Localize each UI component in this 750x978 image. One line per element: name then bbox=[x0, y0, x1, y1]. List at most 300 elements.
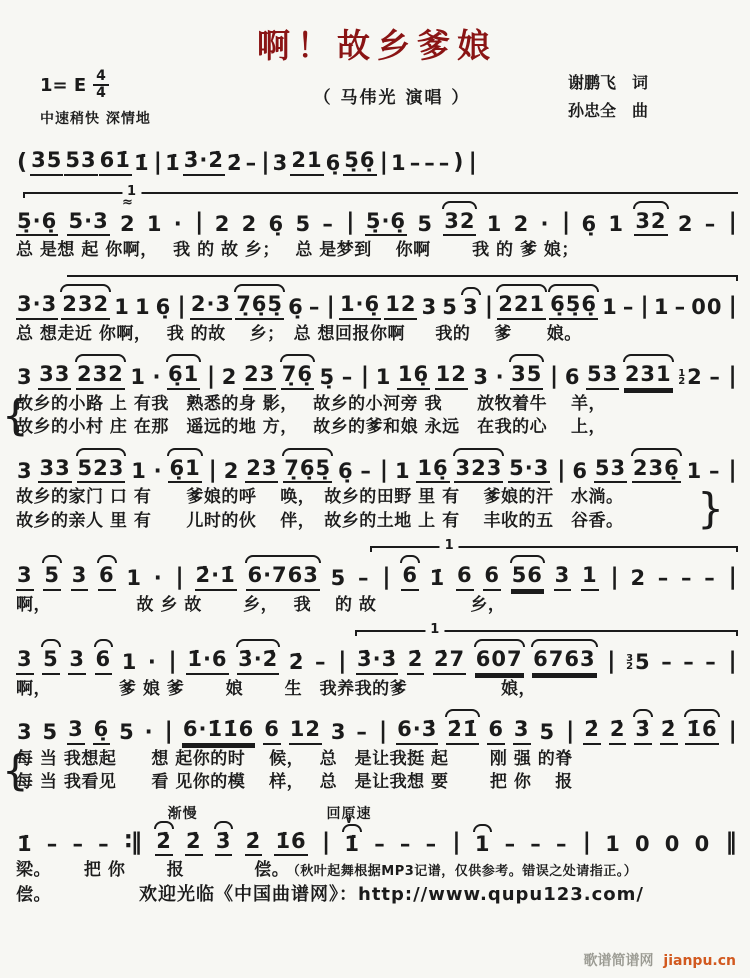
final-lyric-row bbox=[16, 883, 738, 908]
note-token: 232 bbox=[76, 363, 125, 390]
note-token: 3 2 5 bbox=[626, 650, 651, 675]
tempo-mark: 回原速 bbox=[326, 805, 372, 822]
note-token: 32 bbox=[634, 210, 667, 237]
note-token: 1 bbox=[653, 295, 670, 320]
note-token: 6 bbox=[487, 718, 505, 745]
note-token: 6 bbox=[572, 458, 589, 483]
duration-dash: – bbox=[530, 831, 542, 856]
credits-block bbox=[568, 69, 738, 125]
barline: | bbox=[561, 209, 570, 236]
note-token: 1 bbox=[581, 564, 599, 591]
notes-row bbox=[16, 446, 738, 487]
barline: | bbox=[582, 829, 591, 856]
note-token: 1̇ bbox=[17, 831, 33, 856]
note-token: 232 bbox=[61, 293, 110, 320]
note-token: 323 bbox=[454, 457, 503, 484]
barline: | bbox=[338, 648, 346, 675]
duration-dash: – bbox=[46, 831, 59, 856]
note-token: 2·3 bbox=[190, 293, 232, 320]
duration-dash: – bbox=[683, 650, 695, 675]
lyrics-text: 故乡的亲人 里 有 儿时的伙 伴， 故乡的土地 上 有 丰收的五 谷香。 bbox=[16, 510, 624, 531]
barline: | bbox=[728, 456, 736, 483]
note-token: 3 bbox=[16, 564, 34, 591]
music-system bbox=[2, 352, 738, 440]
note-token: 1 bbox=[114, 295, 130, 320]
note-token: 3̇·2̇ bbox=[183, 149, 225, 176]
note-token: 5 bbox=[42, 648, 60, 675]
notes-row bbox=[16, 199, 738, 240]
note-token: 1̇ ∨ bbox=[343, 833, 361, 857]
lyrics-text: 啊， 爹 娘 爹 娘 生 我养我的爹 娘， bbox=[16, 678, 537, 699]
lyrics-text: 总 想走近 你啊， 我 的故 乡； 总 想回报你啊 我的 爹 娘。 bbox=[16, 324, 582, 344]
note-token: 6·763 bbox=[246, 564, 319, 591]
lyrics-text: 偿。 bbox=[16, 884, 51, 905]
note-token: 12 bbox=[384, 293, 417, 320]
note-token: 3 bbox=[17, 720, 33, 745]
note-token: 3 bbox=[554, 564, 572, 591]
duration-dash: – bbox=[308, 295, 321, 320]
lyrics-line bbox=[16, 748, 738, 771]
music-system bbox=[16, 539, 738, 617]
lyrics-text: 啊， 故 乡 故 乡， 我 的 故 乡， bbox=[16, 594, 506, 615]
barline: | bbox=[640, 293, 648, 320]
note-token: · bbox=[540, 211, 550, 236]
note-token: 1 bbox=[131, 458, 147, 483]
lyrics-line bbox=[16, 486, 738, 509]
site-promo-link[interactable]: 欢迎光临《中国曲谱网》：http://www.qupu123.com/ bbox=[139, 883, 645, 905]
tempo-mark: 渐慢 bbox=[167, 805, 198, 822]
barline: | bbox=[728, 718, 736, 744]
notes-row bbox=[16, 282, 738, 323]
note-token: 33 bbox=[38, 363, 71, 390]
barline: | bbox=[484, 293, 493, 320]
note-token: 6̣1 bbox=[167, 363, 200, 390]
note-token: 6̣ bbox=[325, 151, 342, 175]
lyrics-line bbox=[16, 323, 738, 346]
note-token: 3·3 bbox=[16, 293, 58, 320]
note-token: 2̇ bbox=[583, 718, 601, 745]
duration-dash: – bbox=[504, 831, 517, 856]
barline: | bbox=[175, 564, 183, 591]
note-token: 6̣ bbox=[155, 295, 172, 320]
note-token: 1·6̣ bbox=[339, 293, 381, 320]
barline: | bbox=[206, 363, 215, 390]
duration-dash: – bbox=[705, 650, 717, 675]
note-token: 2̇ bbox=[155, 830, 173, 857]
note-token: 3 bbox=[68, 648, 86, 675]
note-token: 6̣5̣6̣ bbox=[549, 293, 598, 320]
note-token: 1 bbox=[126, 566, 142, 591]
duration-dash: – bbox=[72, 831, 84, 856]
barline: | bbox=[565, 718, 574, 744]
lyrics-line bbox=[16, 859, 738, 882]
note-token: · bbox=[153, 458, 163, 483]
note-token: 221 bbox=[497, 293, 546, 320]
note-token: 1 bbox=[391, 151, 407, 175]
note-token: 00 bbox=[691, 295, 723, 320]
music-system bbox=[16, 185, 738, 263]
grace-notes: 1 2 bbox=[678, 368, 687, 388]
music-system bbox=[16, 446, 738, 533]
note-token: 1̇6̇ bbox=[274, 830, 307, 857]
note-token: 1 bbox=[486, 211, 503, 236]
overline-label: 1 bbox=[425, 623, 444, 637]
music-system bbox=[16, 623, 738, 701]
note-token: 3 bbox=[473, 365, 490, 390]
barline: ‖ bbox=[725, 829, 736, 856]
lyrics-line bbox=[16, 239, 738, 262]
note-token: 5·3 bbox=[67, 210, 109, 237]
phrase-overline bbox=[16, 268, 738, 282]
phrase-overline bbox=[16, 623, 738, 637]
note-token: 0 bbox=[664, 831, 681, 856]
note-token: 5 bbox=[539, 720, 556, 745]
notes-row bbox=[16, 637, 738, 678]
barline: | bbox=[177, 293, 185, 320]
parenthesis: ( bbox=[17, 149, 29, 175]
note-token: 2 bbox=[223, 458, 240, 483]
note-token: 2̇1̇ bbox=[446, 718, 479, 745]
barline: | bbox=[610, 564, 618, 591]
note-token: 53 bbox=[64, 149, 97, 176]
note-token: 2̇7 bbox=[433, 648, 466, 675]
duration-dash: – bbox=[374, 831, 386, 856]
note-token: 3 bbox=[272, 151, 289, 175]
barline: | bbox=[379, 456, 388, 483]
note-token: 33 bbox=[38, 457, 71, 484]
watermark bbox=[584, 950, 736, 970]
lyrics-line bbox=[16, 416, 738, 439]
note-token: 16̣ bbox=[397, 363, 430, 390]
music-system bbox=[2, 707, 738, 795]
note-token: · bbox=[495, 365, 505, 390]
barline: | bbox=[557, 456, 565, 483]
music-system bbox=[16, 268, 738, 346]
barline: | bbox=[164, 718, 172, 744]
note-token: 231 bbox=[624, 363, 673, 390]
duration-dash: – bbox=[360, 458, 372, 483]
duration-dash: – bbox=[681, 566, 693, 591]
note-token: 3 bbox=[16, 648, 34, 675]
note-token: · bbox=[173, 211, 183, 236]
parenthesis: ) bbox=[453, 149, 465, 175]
note-token: · bbox=[144, 720, 154, 745]
note-token: 6 bbox=[98, 564, 116, 591]
barline: | bbox=[728, 564, 736, 591]
header-row bbox=[16, 69, 738, 128]
note-token: 6 bbox=[564, 365, 581, 390]
barline: | bbox=[549, 363, 558, 390]
note-token: 5̣ bbox=[319, 365, 336, 390]
barline: | bbox=[728, 648, 736, 675]
note-token: 2̇·1̇ bbox=[195, 564, 237, 591]
duration-dash: – bbox=[661, 650, 673, 675]
lyrics-line bbox=[16, 510, 738, 533]
barline: | bbox=[728, 209, 736, 236]
note-token: 2 ≈ bbox=[119, 213, 137, 237]
music-system bbox=[16, 801, 738, 908]
lyrics-text: 故乡的家门 口 有 爹娘的呼 唤， 故乡的田野 里 有 爹娘的汗 水淌。 bbox=[16, 487, 624, 508]
note-token: 2 bbox=[513, 211, 530, 236]
note-token: 1̇6̇ bbox=[685, 718, 718, 745]
composer-credit: 孙忠全 曲 bbox=[568, 101, 649, 120]
note-token: 6̣ bbox=[337, 458, 354, 483]
barline: | bbox=[326, 293, 334, 320]
notes-row bbox=[16, 352, 738, 393]
note-token: 1 bbox=[608, 211, 625, 236]
barline: | bbox=[168, 648, 176, 675]
duration-dash: – bbox=[315, 650, 327, 675]
duration-dash: – bbox=[438, 151, 451, 175]
note-token: 6 bbox=[95, 648, 113, 675]
phrase-overline bbox=[16, 539, 738, 553]
note-token: 3 bbox=[67, 718, 85, 745]
note-token: 1 2 2 bbox=[678, 365, 703, 390]
barline: | bbox=[153, 148, 162, 175]
music-system bbox=[16, 138, 738, 179]
barline: | bbox=[379, 148, 387, 175]
time-numerator: 4 bbox=[93, 69, 109, 86]
duration-dash: – bbox=[341, 365, 354, 390]
duration-dash: – bbox=[657, 566, 670, 591]
note-token: 5̣·6̣ bbox=[365, 210, 407, 237]
note-token: 2̇ bbox=[185, 830, 203, 857]
duration-dash: – bbox=[399, 831, 412, 856]
note-token: 7̣6̣5̣ bbox=[235, 293, 284, 320]
performer-subtitle: （ 马伟光 演唱 ） bbox=[313, 88, 471, 108]
lyrics-text: 故乡的小村 庄 在那 遥远的地 方， 故乡的爹和娘 永远 在我的心 上， bbox=[16, 417, 607, 438]
overline-line bbox=[67, 275, 738, 281]
duration-dash: – bbox=[622, 295, 635, 320]
note-token: 5 bbox=[442, 295, 458, 320]
note-token: 236̣ bbox=[632, 457, 681, 484]
duration-dash: – bbox=[98, 831, 110, 856]
note-token: 1 bbox=[130, 365, 146, 390]
lyricist-credit: 谢鹏飞 词 bbox=[568, 73, 649, 92]
barline: | bbox=[728, 363, 736, 390]
note-token: 6̣ bbox=[268, 211, 285, 236]
lyrics-line bbox=[16, 393, 738, 416]
note-token: 6̣1 bbox=[168, 457, 201, 484]
note-token: 5 bbox=[417, 211, 433, 236]
note-token: 1̇·6 bbox=[186, 648, 228, 675]
duration-dash: – bbox=[709, 458, 721, 483]
overline-label: 1 bbox=[440, 539, 459, 553]
note-token: 3 bbox=[17, 365, 33, 390]
note-token: 5̣6̣ bbox=[343, 149, 376, 176]
note-token: 2̇ bbox=[660, 718, 678, 745]
note-token: 7̣6̣ bbox=[281, 363, 314, 390]
note-token: 1̇ bbox=[165, 151, 181, 175]
barline: | bbox=[321, 829, 330, 856]
note-token: 2 bbox=[241, 211, 258, 236]
note-token: 32 bbox=[443, 210, 476, 237]
note-token: 21 bbox=[290, 149, 323, 176]
note-token: 1 bbox=[474, 831, 491, 856]
note-token: 6·1̇1̇6 bbox=[182, 718, 255, 745]
note-token: 5 bbox=[330, 566, 347, 591]
note-token: 1 bbox=[375, 365, 392, 390]
duration-dash: – bbox=[709, 365, 721, 390]
duration-dash: – bbox=[357, 566, 370, 591]
note-token: 2̇ bbox=[288, 650, 305, 675]
grace-notes: 3 2 bbox=[626, 653, 635, 673]
note-token: 23 bbox=[243, 363, 276, 390]
tempo-marks-row bbox=[16, 801, 738, 822]
note-token: 0 bbox=[694, 831, 711, 856]
lyrics-line bbox=[16, 678, 738, 701]
note-token: 3̇·2̇ bbox=[237, 648, 279, 675]
note-token: 16̣ bbox=[416, 457, 449, 484]
note-token: 607 bbox=[475, 648, 524, 675]
note-token: 523 bbox=[77, 457, 126, 484]
lyrics-brace: } bbox=[697, 484, 724, 534]
note-token: 6̣ bbox=[581, 211, 598, 236]
note-token: 6 bbox=[263, 718, 281, 745]
transcriber-note: （秋叶起舞根据MP3记谱，仅供参考。错误之处请指正。） bbox=[293, 864, 638, 880]
note-token: 56 bbox=[511, 564, 544, 591]
note-token: 3 bbox=[17, 458, 33, 483]
note-token: 5̣·6̣ bbox=[16, 210, 58, 237]
note-token: 5 bbox=[43, 564, 61, 591]
notes-row bbox=[16, 707, 738, 748]
barline: | bbox=[468, 148, 476, 175]
barline: | bbox=[208, 456, 216, 483]
notes-row bbox=[16, 553, 738, 594]
note-token: 3̇ bbox=[215, 830, 233, 857]
duration-dash: – bbox=[704, 566, 716, 591]
note-token: 35 bbox=[30, 149, 63, 176]
note-token: 12 bbox=[435, 363, 468, 390]
note-token: 53 bbox=[594, 457, 627, 484]
key-tempo-block bbox=[16, 69, 216, 128]
note-token: · bbox=[153, 566, 163, 591]
time-signature bbox=[93, 69, 109, 101]
barline: | bbox=[360, 363, 369, 390]
duration-dash: – bbox=[704, 211, 717, 236]
note-token: 6 bbox=[483, 564, 501, 591]
barline: | bbox=[382, 564, 390, 591]
note-token: 2̇ bbox=[407, 648, 425, 675]
note-token: 1 bbox=[146, 211, 163, 236]
key-prefix: 1= E bbox=[40, 74, 87, 96]
note-token: 1̇ bbox=[429, 566, 446, 591]
lyrics-brace: { bbox=[2, 745, 29, 795]
note-token: 35 bbox=[510, 363, 543, 390]
lyrics-line bbox=[16, 594, 738, 617]
note-token: 6 bbox=[456, 564, 474, 591]
barline: ∶‖ bbox=[124, 829, 142, 856]
note-token: 5 bbox=[295, 211, 312, 236]
note-token: 3 bbox=[330, 720, 347, 745]
duration-dash: – bbox=[356, 720, 368, 745]
lyrics-text: 总 是想 起 你啊， 我 的 故 乡； 总 是梦到 你啊 我 的 爹 娘； bbox=[16, 240, 579, 261]
note-token: 2 bbox=[630, 566, 647, 591]
note-token: 3 bbox=[513, 718, 531, 745]
note-token: 3̇ bbox=[634, 718, 652, 745]
note-token: 1 bbox=[602, 295, 618, 320]
barline: | bbox=[607, 648, 615, 675]
song-title: 啊！故乡爹娘 bbox=[257, 26, 497, 65]
note-token: 53 bbox=[586, 363, 619, 390]
note-token: 1 bbox=[134, 295, 151, 320]
music-systems-container bbox=[2, 138, 738, 907]
overline-line bbox=[370, 546, 738, 552]
overline-label: 1 bbox=[122, 185, 141, 199]
key-signature bbox=[40, 69, 216, 101]
note-token: 1̇ bbox=[133, 151, 150, 175]
notes-row bbox=[16, 819, 738, 860]
lyrics-text: 故乡的小路 上 有我 熟悉的身 影， 故乡的小河旁 我 放牧着牛 羊， bbox=[16, 393, 607, 414]
duration-dash: – bbox=[555, 831, 568, 856]
note-token: · bbox=[147, 650, 157, 675]
note-token: 5·3 bbox=[508, 457, 550, 484]
barline: | bbox=[195, 209, 203, 236]
duration-dash: – bbox=[409, 151, 422, 175]
note-token: 2 bbox=[214, 211, 231, 236]
note-token: 2̇ bbox=[227, 151, 243, 175]
note-token: 6̣ bbox=[288, 295, 304, 320]
note-token: 3̇·3̇ bbox=[356, 648, 398, 675]
lyrics-line bbox=[16, 771, 738, 794]
time-denominator: 4 bbox=[96, 85, 106, 101]
note-token: 2̇ bbox=[609, 718, 627, 745]
barline: | bbox=[452, 829, 460, 856]
note-token: 1 bbox=[394, 458, 411, 483]
note-token: 6 bbox=[401, 564, 419, 591]
note-token: 6̣ bbox=[93, 718, 111, 745]
barline: | bbox=[261, 148, 269, 175]
duration-dash: – bbox=[424, 151, 436, 175]
tempo-expression: 中速稍快 深情地 bbox=[40, 111, 151, 127]
note-token: 23 bbox=[245, 457, 278, 484]
watermark-text: 歌谱简谱网 bbox=[583, 953, 654, 969]
lyrics-brace: { bbox=[2, 390, 29, 440]
note-token: 61̇ bbox=[99, 149, 132, 176]
barline: | bbox=[728, 293, 736, 320]
note-token: 3 bbox=[71, 564, 89, 591]
lyrics-text: 梁。 把 你 报 偿。 bbox=[16, 860, 290, 881]
barline: | bbox=[378, 718, 387, 744]
note-token: 2 bbox=[677, 211, 694, 236]
lyrics-text: 每 当 我看见 看 见你的模 样， 总 是让我想 要 把 你 报 bbox=[16, 772, 573, 793]
note-token: 2̇ bbox=[245, 830, 263, 857]
note-token: 1 bbox=[686, 458, 703, 483]
watermark-site-link[interactable]: jianpu.cn bbox=[663, 953, 736, 969]
note-token: 1 bbox=[121, 650, 138, 675]
note-token: 2 bbox=[221, 365, 238, 390]
note-token: 1 bbox=[605, 831, 621, 856]
barline: | bbox=[346, 209, 354, 236]
note-token: 5 bbox=[119, 720, 135, 745]
note-token: 0 bbox=[635, 831, 651, 856]
duration-dash: – bbox=[322, 211, 334, 236]
note-token: 5 bbox=[42, 720, 59, 745]
note-token: 3 bbox=[421, 295, 438, 320]
note-token: 7̣6̣5̣ bbox=[283, 457, 332, 484]
note-token: · bbox=[152, 365, 162, 390]
note-token: 3 bbox=[463, 295, 479, 320]
overline-line bbox=[355, 630, 738, 636]
notes-row bbox=[16, 138, 478, 179]
note-token: 6·3̇ bbox=[396, 718, 438, 745]
note-token: 12 bbox=[289, 718, 322, 745]
lyrics-text: 每 当 我想起 想 起你的时 候， 总 是让我挺 起 刚 强 的脊 bbox=[16, 748, 573, 769]
duration-dash: – bbox=[674, 295, 687, 320]
duration-dash: – bbox=[425, 831, 438, 856]
note-token: 6763 bbox=[532, 648, 596, 675]
duration-dash: – bbox=[245, 151, 258, 175]
